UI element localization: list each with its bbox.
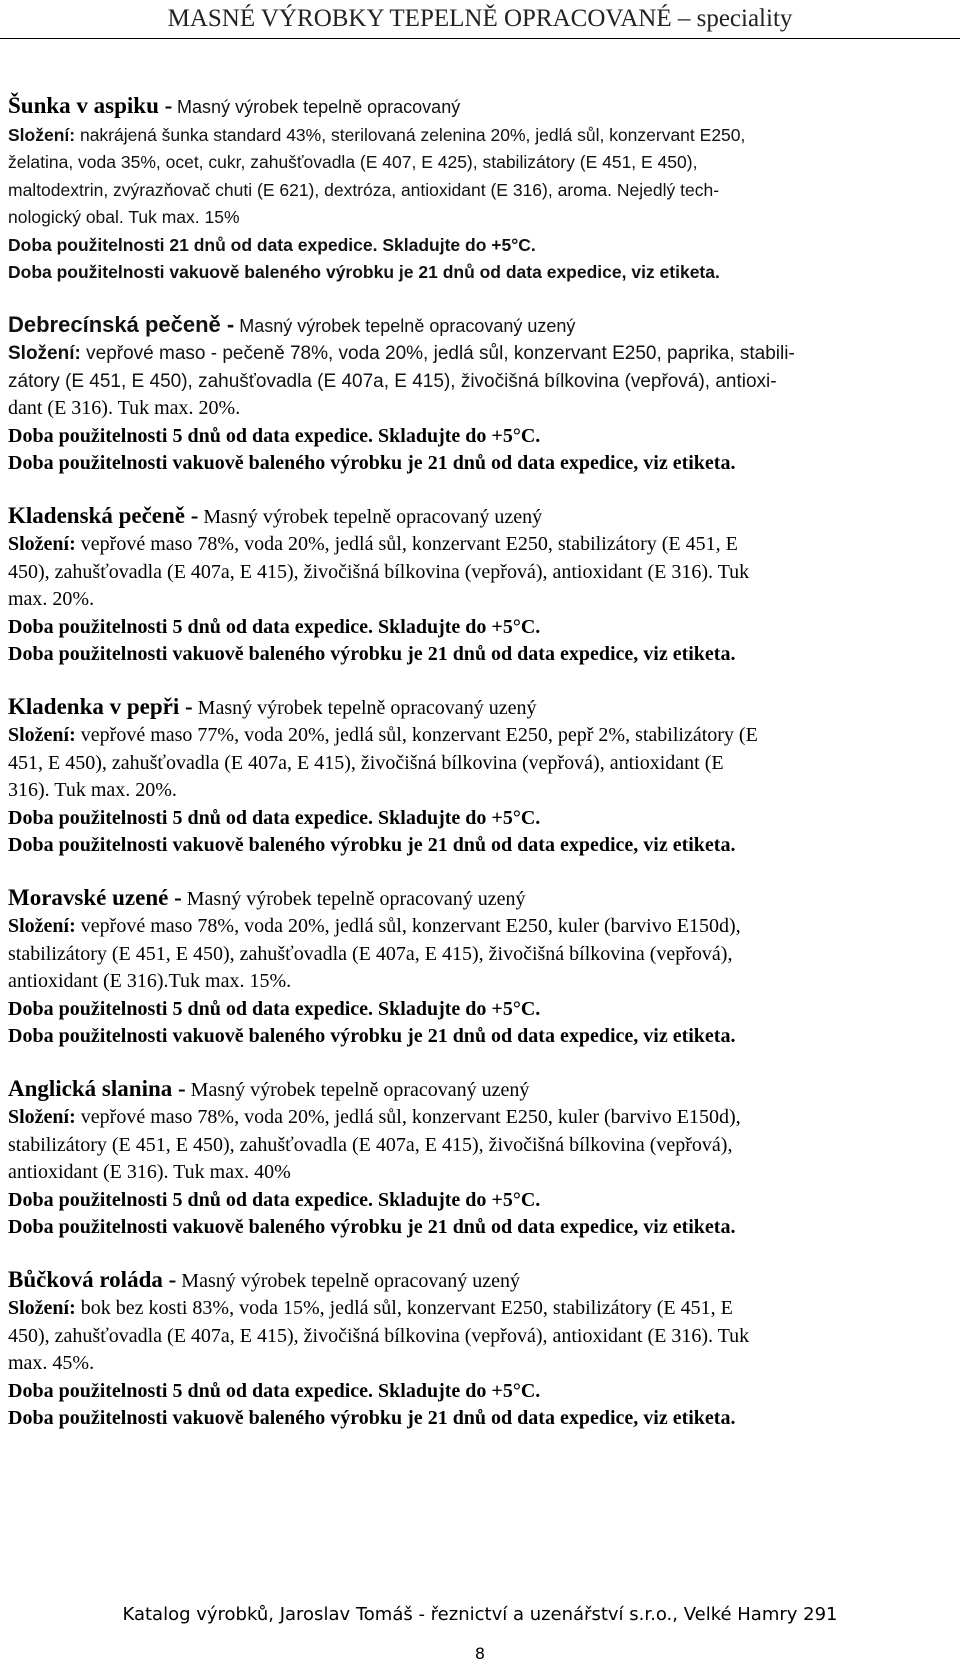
shelf-life: Doba použitelnosti 5 dnů od data expedice. Skladujte do +5°C. [8, 424, 541, 447]
product-sunka-v-aspiku [8, 92, 960, 287]
product-debrecinska-pecene [8, 311, 960, 478]
composition-line: vepřové maso - pečeně 78%, voda 20%, jedlá sůl, konzervant E250, paprika, stabili- [80, 343, 795, 364]
composition-line: vepřové maso 78%, voda 20%, jedlá sůl, konzervant E250, kuler (barvivo E150d), [75, 1106, 741, 1128]
shelf-life: Doba použitelnosti 5 dnů od data expedice. Skladujte do +5°C. [8, 1188, 541, 1211]
composition-line: stabilizátory (E 451, E 450), zahušťovadla (E 407a, E 415), živočišná bílkovina (vepřová), [8, 942, 733, 965]
shelf-life: Doba použitelnosti 5 dnů od data expedice. Skladujte do +5°C. [8, 615, 541, 638]
composition-label: Složení: [8, 1106, 76, 1128]
product-subtitle: Masný výrobek tepelně opracovaný uzený [197, 696, 537, 719]
composition-line: vepřové maso 78%, voda 20%, jedlá sůl, konzervant E250, stabilizátory (E 451, E [75, 533, 738, 555]
composition-label: Složení: [8, 724, 76, 746]
composition-line: dant (E 316). Tuk max. 20%. [8, 397, 241, 419]
composition-line: 450), zahušťovadla (E 407a, E 415), živočišná bílkovina (vepřová), antioxidant (E 316). Tuk [8, 560, 750, 583]
shelf-life: Doba použitelnosti 5 dnů od data expedice. Skladujte do +5°C. [8, 997, 541, 1020]
composition-line: vepřové maso 77%, voda 20%, jedlá sůl, konzervant E250, pepř 2%, stabilizátory (E [75, 724, 758, 746]
product-subtitle: Masný výrobek tepelně opracovaný uzený [239, 315, 576, 336]
product-buckova-rolada [8, 1266, 960, 1433]
product-subtitle: Masný výrobek tepelně opracovaný uzený [181, 1269, 521, 1292]
shelf-life: Doba použitelnosti 21 dnů od data expedice. Skladujte do +5°C. [8, 234, 536, 255]
composition-label: Složení: [8, 124, 76, 145]
product-subtitle: Masný výrobek tepelně opracovaný uzený [186, 887, 526, 910]
composition-label: Složení: [8, 915, 76, 937]
page-header: MASNÉ VÝROBKY TEPELNĚ OPRACOVANÉ – speciality [0, 0, 960, 39]
shelf-life: Doba použitelnosti 5 dnů od data expedice. Skladujte do +5°C. [8, 806, 541, 829]
product-anglicka-slanina [8, 1075, 960, 1242]
composition-line: stabilizátory (E 451, E 450), zahušťovadla (E 407a, E 415), živočišná bílkovina (vepřová), [8, 1133, 733, 1156]
composition-line: zátory (E 451, E 450), zahušťovadla (E 407a, E 415), živočišná bílkovina (vepřová), antioxi- [8, 370, 777, 392]
vacuum-shelf-life: Doba použitelnosti vakuově baleného výrobku je 21 dnů od data expedice, viz etiketa. [8, 834, 736, 856]
composition-line: antioxidant (E 316). Tuk max. 40% [8, 1161, 291, 1183]
composition-line: antioxidant (E 316).Tuk max. 15%. [8, 970, 292, 992]
product-name: Bůčková roláda - [8, 1266, 177, 1292]
product-subtitle: Masný výrobek tepelně opracovaný [177, 97, 461, 117]
composition-line: maltodextrin, zvýrazňovač chuti (E 621), dextróza, antioxidant (E 316), aroma. Nejedlý tech- [8, 179, 720, 200]
page-footer: Katalog výrobků, Jaroslav Tomáš - řeznictví a uzenářství s.r.o., Velké Hamry 291 [122, 1604, 838, 1625]
product-name: Kladenka v pepři - [8, 693, 193, 719]
composition-line: bok bez kosti 83%, voda 15%, jedlá sůl, konzervant E250, stabilizátory (E 451, E [75, 1297, 733, 1319]
vacuum-shelf-life: Doba použitelnosti vakuově baleného výrobku je 21 dnů od data expedice, viz etiketa. [8, 1025, 736, 1047]
composition-line: 316). Tuk max. 20%. [8, 779, 177, 801]
vacuum-shelf-life: Doba použitelnosti vakuově baleného výrobku je 21 dnů od data expedice, viz etiketa. [8, 452, 736, 474]
shelf-life: Doba použitelnosti 5 dnů od data expedice. Skladujte do +5°C. [8, 1379, 541, 1402]
vacuum-shelf-life: Doba použitelnosti vakuově baleného výrobku je 21 dnů od data expedice, viz etiketa. [8, 643, 736, 665]
product-name: Šunka v aspiku - [8, 93, 173, 118]
page-number: 8 [474, 1644, 486, 1663]
composition-line: max. 45%. [8, 1352, 95, 1374]
product-name: Moravské uzené - [8, 884, 182, 910]
composition-line: želatina, voda 35%, ocet, cukr, zahušťovadla (E 407, E 425), stabilizátory (E 451, E 450), [8, 152, 698, 172]
product-subtitle: Masný výrobek tepelně opracovaný uzený [203, 505, 543, 528]
composition-label: Složení: [8, 533, 76, 555]
vacuum-shelf-life: Doba použitelnosti vakuově baleného výrobku je 21 dnů od data expedice, viz etiketa. [8, 262, 720, 282]
product-kladenka-v-pepri [8, 693, 960, 860]
composition-line: vepřové maso 78%, voda 20%, jedlá sůl, konzervant E250, kuler (barvivo E150d), [75, 915, 741, 937]
product-name: Debrecínská pečeně - [8, 311, 235, 337]
composition-line: nakrájená šunka standard 43%, sterilovaná zelenina 20%, jedlá sůl, konzervant E250, [75, 124, 746, 145]
product-subtitle: Masný výrobek tepelně opracovaný uzený [190, 1078, 530, 1101]
composition-line: nologický obal. Tuk max. 15% [8, 207, 240, 227]
product-list [8, 92, 960, 1457]
composition-label: Složení: [8, 1297, 76, 1319]
product-name: Kladenská pečeně - [8, 502, 199, 528]
composition-line: max. 20%. [8, 588, 95, 610]
composition-line: 450), zahušťovadla (E 407a, E 415), živočišná bílkovina (vepřová), antioxidant (E 316). Tuk [8, 1324, 750, 1347]
product-name: Anglická slanina - [8, 1075, 186, 1101]
composition-line: 451, E 450), zahušťovadla (E 407a, E 415), živočišná bílkovina (vepřová), antioxidant (E [8, 751, 724, 774]
composition-label: Složení: [8, 343, 81, 364]
vacuum-shelf-life: Doba použitelnosti vakuově baleného výrobku je 21 dnů od data expedice, viz etiketa. [8, 1407, 736, 1429]
product-kladenska-pecene [8, 502, 960, 669]
product-moravske-uzene [8, 884, 960, 1051]
vacuum-shelf-life: Doba použitelnosti vakuově baleného výrobku je 21 dnů od data expedice, viz etiketa. [8, 1216, 736, 1238]
